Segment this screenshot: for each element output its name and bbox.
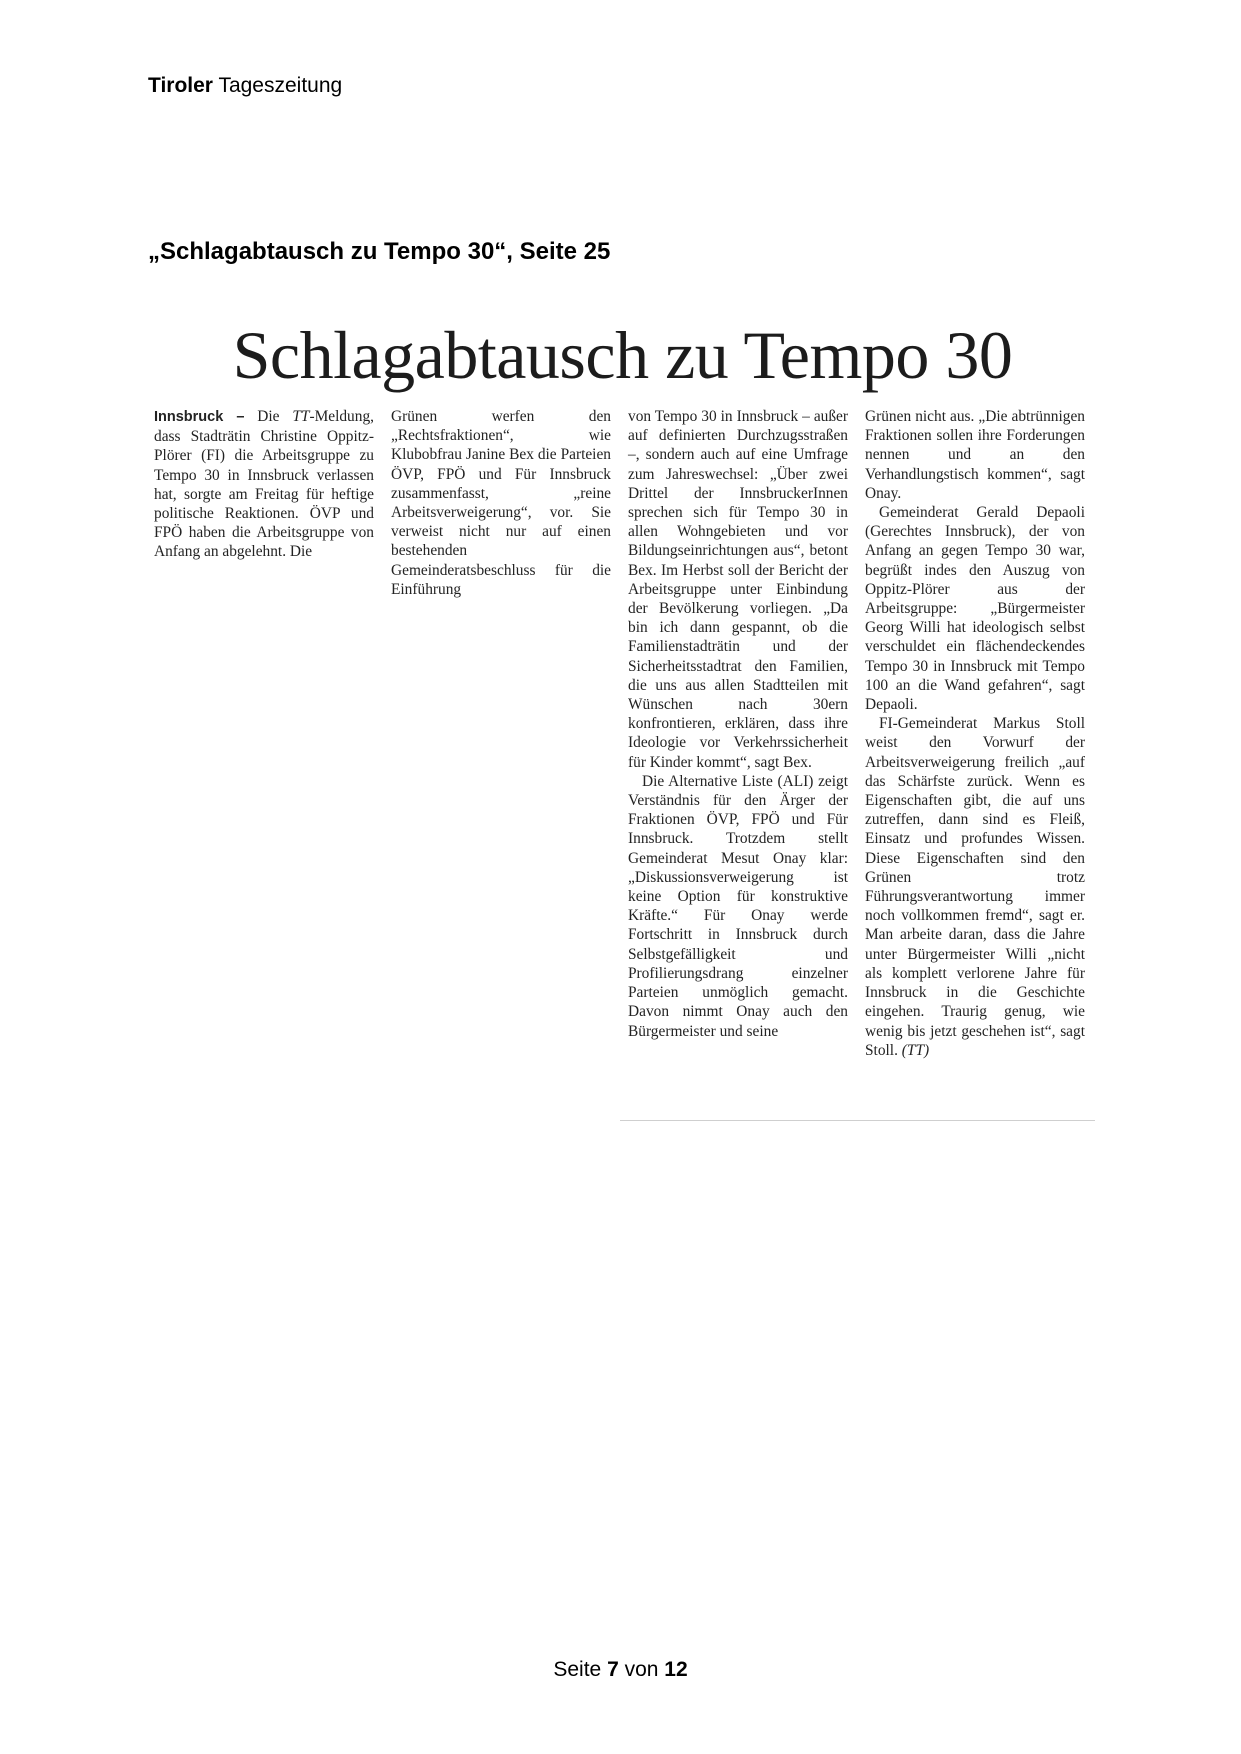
article-paragraph: Grünen nicht aus. „Die abtrünnigen Fraktionen sollen ihre Forderungen nennen und an den Verhandlungstisch kommen“, sagt Onay. xyxy=(865,408,1085,502)
page-number-total: 12 xyxy=(664,1658,688,1681)
article-text: Die xyxy=(257,408,280,425)
page-number-current: 7 xyxy=(607,1658,619,1681)
article-column-4 xyxy=(865,407,1085,1060)
article-column-3 xyxy=(628,407,848,1041)
article-credit: (TT) xyxy=(901,1041,930,1059)
article-end-rule xyxy=(620,1120,1095,1121)
article-paragraph: Die Alternative Liste (ALI) zeigt Verständnis für den Ärger der Fraktionen ÖVP, FPÖ und Für Innsbruck. Trotzdem stellt Gemeinderat Mesut Onay klar: „Diskussionsverweigerung ist keine Option für konstruktive Kräfte.“ Für Onay werde Fortschritt in Innsbruck durch Selbstgefälligkeit und Profilierungsdrang einzelner Parteien unmöglich gemacht. Davon nimmt Onay auch den Bürgermeister und seine xyxy=(628,772,848,1040)
newspaper-clipping xyxy=(150,315,1095,1125)
article-dateline: Innsbruck – xyxy=(154,409,245,425)
publication-name-bold: Tiroler xyxy=(148,74,213,97)
article-text-italic: TT xyxy=(292,408,310,425)
page-number xyxy=(0,1658,1241,1682)
article-paragraph xyxy=(865,714,1085,1060)
page-number-middle: von xyxy=(624,1658,659,1681)
article-column-1 xyxy=(154,407,374,562)
document-heading: „Schlagabtausch zu Tempo 30“, Seite 25 xyxy=(148,238,611,265)
publication-name xyxy=(148,74,342,98)
article-text: FI-Gemeinderat Markus Stoll weist den Vorwurf der Arbeitsverweigerung freilich „auf das Schärfste zurück. Wenn es Eigenschaften gibt, die auf uns zutreffen, dann sind es Fleiß, Einsatz und profundes Wissen. Diese Eigenschaften sind den Grünen trotz Führungsverantwortung immer noch vollkommen fremd“, sagt er. Man arbeite daran, dass die Jahre unter Bürgermeister Willi „nicht als komplett verlorene Jahre für Innsbruck in die Geschichte eingehen. Traurig genug, wie wenig bis jetzt geschehen ist“, sagt Stoll. xyxy=(865,715,1085,1059)
article-column-2 xyxy=(391,407,611,599)
article-paragraph: Grünen werfen den „Rechtsfraktionen“, wie Klubobfrau Janine Bex die Parteien ÖVP, FPÖ und Für Innsbruck zusammenfasst, „reine Arbeitsverweigerung“, vor. Sie verweist nicht nur auf einen bestehenden Gemeinderatsbeschluss für die Einführung xyxy=(391,408,611,598)
publication-name-regular: Tageszeitung xyxy=(218,74,343,97)
article-headline: Schlagabtausch zu Tempo 30 xyxy=(232,317,1013,393)
article-text: -Meldung, dass Stadträtin Christine Oppitz-Plörer (FI) die Arbeitsgruppe zu Tempo 30 in Innsbruck verlassen hat, sorgte am Freitag für heftige politische Reaktionen. ÖVP und FPÖ haben die Arbeitsgruppe von Anfang an abgelehnt. Die xyxy=(154,408,374,561)
article-paragraph: von Tempo 30 in Innsbruck – außer auf definierten Durchzugsstraßen –, sondern auch auf eine Umfrage zum Jahreswechsel: „Über zwei Drittel der InnsbruckerInnen sprechen sich für Tempo 30 in allen Wohngebieten und vor Bildungseinrichtungen aus“, betont Bex. Im Herbst soll der Bericht der Arbeitsgruppe unter Einbindung der Bevölkerung vorliegen. „Da bin ich dann gespannt, ob die Familienstadträtin und der Sicherheitsstadtrat den Familien, die uns aus allen Stadtteilen mit Wünschen nach 30ern konfrontieren, erklären, dass ihre Ideologie vor Verkehrssicherheit für Kinder kommt“, sagt Bex. xyxy=(628,408,848,771)
page-number-prefix: Seite xyxy=(553,1658,602,1681)
article-paragraph: Gemeinderat Gerald Depaoli (Gerechtes Innsbruck), der von Anfang an gegen Tempo 30 war, begrüßt indes den Auszug von Oppitz-Plörer aus der Arbeitsgruppe: „Bürgermeister Georg Willi hat ideologisch selbst verschuldet ein flächendeckendes Tempo 30 in Innsbruck mit Tempo 100 an die Wand gefahren“, sagt Depaoli. xyxy=(865,504,1085,714)
article-paragraph xyxy=(154,407,374,562)
